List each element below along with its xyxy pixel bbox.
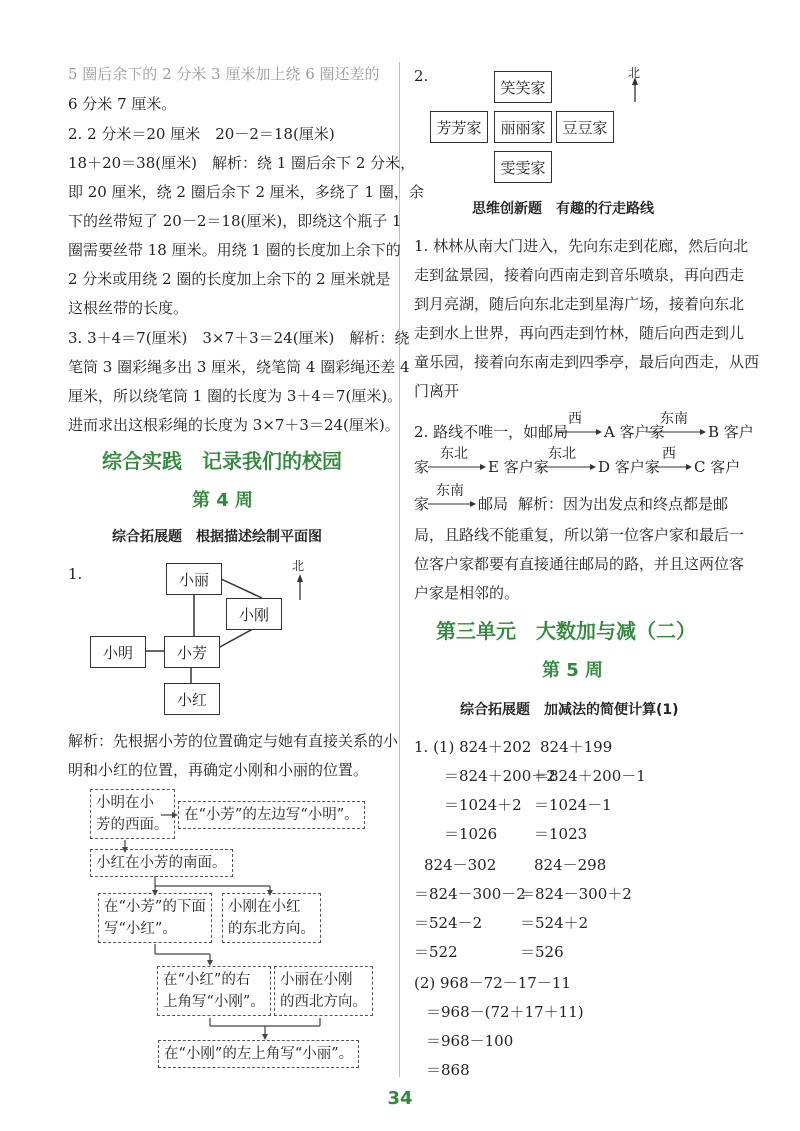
- subsection2-title: 综合拓展题 加减法的简便计算(1): [460, 702, 679, 718]
- map2-xiaoxiao: 笑笑家: [494, 71, 552, 103]
- flow-step-8: 在“小刚”的左上角写“小丽”。: [158, 1040, 359, 1068]
- page-number: 34: [387, 1088, 413, 1109]
- calc-e2: ＝968－100: [426, 1032, 514, 1050]
- q2-line-3: 即 20 厘米，绕 2 圈后余下 2 厘米，多绕了 1 圈，余: [68, 183, 424, 201]
- map1-xiaogang: 小刚: [226, 598, 282, 630]
- r-q1-line-4: 走到水上世界，再向西走到竹林，随后向西走到儿: [414, 324, 745, 342]
- route-arrows: [402, 0, 800, 520]
- analysis-line-1: 解析：先根据小芳的位置确定与她有直接关系的小: [68, 732, 399, 750]
- subsection-title: 综合拓展题 根据描述绘制平面图: [112, 529, 322, 545]
- flow-step-5-line-2: 的东北方向。: [228, 921, 315, 937]
- week-title: 第 4 周: [192, 490, 254, 511]
- flow-step-7-line-1: 小丽在小刚: [280, 972, 353, 988]
- q2-line-2: 18＋20＝38(厘米) 解析：绕 1 圈后余下 2 分米，: [68, 154, 416, 172]
- r-q1-line-2: 走到盆景园，接着向西南走到音乐喷泉，再向西走: [414, 266, 745, 284]
- route-southeast-2: 东南: [436, 483, 464, 499]
- route-c-home: C 客户: [694, 458, 741, 476]
- q3-line-2: 笔筒 3 圈彩绳多出 3 厘米，绕笔筒 4 圈彩绳还差 4: [68, 358, 410, 376]
- week-title-right: 第 5 周: [542, 660, 604, 681]
- flow-step-6: [157, 966, 271, 1016]
- r-q1-line-6: 门离开: [414, 382, 460, 400]
- calc-q1a: 1. (1) 824＋202: [414, 738, 532, 756]
- route-west-1: 西: [568, 411, 582, 427]
- map2-lili: 丽丽家: [494, 111, 552, 143]
- r-q1-line-5: 童乐园，接着向东南走到四季亭，最后向西走，从西: [414, 353, 760, 371]
- calc-b2: ＝1024－1: [534, 796, 612, 814]
- calc-d2: ＝524＋2: [520, 914, 589, 932]
- map1-xiaohong: 小红: [164, 683, 220, 715]
- flow-step-6-line-2: 上角写“小刚”。: [163, 994, 265, 1010]
- unit-title: 第三单元 大数加与减（二）: [436, 619, 696, 643]
- flow-step-4-line-2: 写“小红”。: [104, 921, 177, 937]
- calc-c0: 824－302: [424, 856, 497, 874]
- flow-step-5-line-1: 小刚在小红: [228, 899, 301, 915]
- flow-step-7-line-2: 的西北方向。: [280, 994, 367, 1010]
- route-b-home: B 客户: [708, 423, 754, 441]
- map1-xiaoli: 小丽: [166, 563, 222, 595]
- analysis-line-2: 明和小红的位置，再确定小刚和小丽的位置。: [68, 761, 369, 779]
- flowchart-lines: [0, 0, 398, 1131]
- calc-b1: ＝824＋200－1: [534, 767, 646, 785]
- route-northeast-1: 东北: [440, 446, 468, 462]
- map2-doudou: 豆豆家: [556, 111, 614, 143]
- route-tail-2: 位客户家都要有直接通往邮局的路，并且这两位客: [414, 555, 745, 573]
- calc-c2: ＝524－2: [414, 914, 483, 932]
- route-a-home: A 客户家: [604, 423, 665, 441]
- q2-label: 2.: [414, 67, 429, 85]
- calc-a1: ＝824＋200＋2: [444, 767, 556, 785]
- map1-xiaoming: 小明: [90, 636, 146, 668]
- route-post-end: 邮局: [478, 495, 509, 513]
- section-title: 综合实践 记录我们的校园: [102, 449, 342, 473]
- calc-q1b: 824＋199: [540, 738, 613, 756]
- route-d-home: D 客户家: [598, 458, 660, 476]
- calc-a3: ＝1026: [444, 825, 498, 843]
- q3-line-1: 3. 3＋4＝7(厘米) 3×7＋3＝24(厘米) 解析：绕: [68, 329, 410, 347]
- calc-c3: ＝522: [414, 943, 458, 961]
- map1-north-label: 北: [292, 559, 305, 573]
- calc-e3: ＝868: [426, 1061, 470, 1079]
- calc-d3: ＝526: [520, 943, 564, 961]
- map2-north-label: 北: [628, 66, 641, 80]
- carry-line-2: 6 分米 7 厘米。: [68, 95, 177, 113]
- flow-step-1-line-1: 小明在小: [96, 795, 154, 811]
- route-west-2: 西: [662, 446, 676, 462]
- subsection-title-right: 思维创新题 有趣的行走路线: [472, 201, 654, 217]
- calc-a2: ＝1024＋2: [444, 796, 522, 814]
- flow-step-5: [222, 893, 321, 943]
- flow-step-3: 小红在小芳的南面。: [90, 849, 233, 877]
- flow-step-7: [274, 966, 373, 1016]
- route-southeast-1: 东南: [660, 411, 688, 427]
- q2-line-5: 圈需要丝带 18 厘米。用绕 1 圈的长度加上余下的: [68, 241, 401, 259]
- map2-fangfang: 芳芳家: [430, 111, 488, 143]
- calc-d0: 824－298: [534, 856, 607, 874]
- q2-line-1: 2. 2 分米＝20 厘米 20－2＝18(厘米): [68, 125, 335, 143]
- calc-e1: ＝968－(72＋17＋11): [426, 1003, 584, 1021]
- flow-step-4: [98, 893, 212, 943]
- r-q1-line-1: 1. 林林从南大门进入，先向东走到花廊，然后向北: [414, 237, 749, 255]
- route-home-1: 家: [414, 458, 430, 476]
- route-northeast-2: 东北: [548, 446, 576, 462]
- route-e-home: E 客户家: [488, 458, 549, 476]
- route-home-2: 家: [414, 495, 430, 513]
- map2-wenwen: 雯雯家: [494, 151, 552, 183]
- calc-c1: ＝824－300－2: [414, 885, 526, 903]
- q2-line-7: 这根丝带的长度。: [68, 299, 189, 317]
- q3-line-4: 进而求出这根彩绳的长度为 3×7＋3＝24(厘米)。: [68, 416, 400, 434]
- q1-label: 1.: [68, 565, 83, 583]
- route-intro: 2. 路线不唯一，如邮局: [414, 423, 569, 441]
- map1-xiaofang: 小芳: [164, 636, 220, 668]
- calc-q2: (2) 968－72－17－11: [414, 974, 571, 992]
- route-tail-1: 局，且路线不能重复，所以第一位客户家和最后一: [414, 526, 745, 544]
- q3-line-3: 厘米，所以绕笔筒 1 圈的长度为 3＋4＝7(厘米)。: [68, 387, 403, 405]
- r-q1-line-3: 到月亮湖，随后向东北走到星海广场，接着向东北: [414, 295, 745, 313]
- flow-step-1-line-2: 芳的西面。: [96, 817, 169, 833]
- route-tail-3: 户家是相邻的。: [414, 584, 520, 602]
- flow-step-6-line-1: 在“小红”的右: [163, 972, 251, 988]
- route-analysis: 解析：因为出发点和终点都是邮: [518, 495, 729, 513]
- flow-step-2: 在“小芳”的左边写“小明”。: [178, 801, 365, 829]
- calc-b3: ＝1023: [534, 825, 588, 843]
- calc-d1: ＝824－300＋2: [520, 885, 632, 903]
- flow-step-4-line-1: 在“小芳”的下面: [104, 899, 206, 915]
- carry-line-1: 5 圈后余下的 2 分米 3 厘米加上绕 6 圈还差的: [68, 65, 380, 83]
- q2-line-6: 2 分米或用绕 2 圈的长度加上余下的 2 厘米就是: [68, 270, 391, 288]
- q2-line-4: 下的丝带短了 20－2＝18(厘米)，即绕这个瓶子 1: [68, 212, 402, 230]
- flow-step-1: [90, 789, 175, 839]
